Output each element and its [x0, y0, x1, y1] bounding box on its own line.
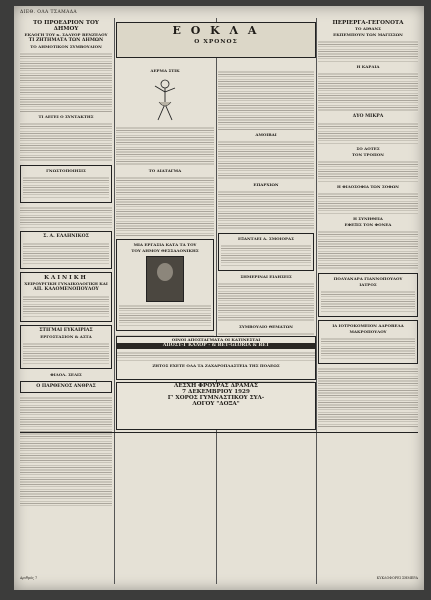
subheading: ΣΗΜΕΡΙΝΑΙ ΕΙΔΗΣΕΙΣ [240, 274, 292, 279]
subheading: ΣΥΜΒΟΥΛΙΟ ΘΕΜΑΤΩΝ [239, 324, 293, 329]
item-body [318, 192, 418, 214]
column-1 [20, 20, 112, 584]
column-divider [216, 18, 217, 584]
ad-body [221, 244, 311, 266]
item-body [318, 122, 418, 144]
item-title: ΤΟ ΑΙΘΑΝΣ [355, 26, 381, 31]
advertisement [20, 165, 112, 203]
section-divider [20, 432, 418, 433]
ad-body [321, 337, 415, 359]
clinic-advertisement [20, 272, 112, 322]
ad-body [23, 176, 109, 198]
article-body [218, 282, 314, 322]
article-body [20, 206, 112, 228]
article-body [20, 52, 112, 112]
page-label: ΔΙΕΘ. ΟΛΑ ΤΣΑΜΑΔΑ [20, 10, 78, 15]
item-title: Η ΣΥΝΗΘΕΙΑ [353, 216, 383, 221]
ad-body [321, 290, 415, 312]
feature-subtitle: ΤΟΥ ΔΗΜΟΥ ΘΕΣΣΑΛΟΝΙΚΗΣ [131, 248, 199, 253]
ad-title: ΓΝΩΣΤΟΠΟΙΗΣΙΣ [46, 168, 86, 173]
item-body [318, 367, 418, 427]
column-2 [116, 68, 214, 584]
footer-right: ΚΥΚΛΟΦΟΡΕΙ ΣΗΜΕΡΑ [376, 576, 418, 580]
advertisement [20, 325, 112, 369]
dance-event-advertisement [116, 382, 316, 430]
ad-line: ΟΙΝΟΙ ΑΠΟΣΤΑΓΜΑΤΑ ΟΙ ΚΑΤΙΝΕΣΤΑΙ [171, 337, 261, 342]
item-title: ΕΦΕΞΙΣ ΤΟΝ ΦΟΝΕΑ [344, 222, 392, 227]
ad-title: ΣΤΙΓΜΑΙ ΕΥΚΑΙΡΙΑΣ [39, 328, 93, 333]
masthead-banner [116, 22, 316, 58]
event-line: ΛΟΓΟΥ "ΔΟΞΑ" [192, 401, 240, 407]
portrait-photo [146, 256, 184, 302]
ad-body [117, 351, 315, 361]
item-title: ΤΟΝ ΤΡΟΠΟΝ [352, 152, 384, 157]
subheading: ΤΟ ΔΗΜΟΤΙΚΟΝ ΣΥΜΒΟΥΛΙΟΝ [30, 44, 102, 49]
subheading: ΑΜΟΙΒΑΙ [255, 132, 277, 137]
advertisement [218, 233, 314, 271]
ad-title: ΚΛΙΝΙΚΗ [44, 275, 88, 281]
serial-title-box [20, 381, 112, 393]
subheading: ΤΙ ΛΕΓΕΙ Ο ΣΥΝΤΑΚΤΗΣ [38, 114, 94, 119]
item-body [318, 72, 418, 112]
column-divider [114, 18, 115, 584]
article-body [218, 140, 314, 180]
item-body [318, 40, 418, 62]
article-body [218, 190, 314, 230]
masthead-logo: Ε Ο Κ Λ Α [172, 24, 260, 37]
advertisement [20, 231, 112, 269]
footer-left: Αριθμός 7 [20, 576, 38, 580]
headline-second: ΕΚΛΟΓΗ ΤΟΥ κ. ΣΑΛΥΟΡ ΒΕΝΖΕΛΟΥ [24, 32, 108, 37]
caption: ΔΕΡΜΑ ΣΤΙΚ [150, 68, 180, 73]
event-date: 7 ΔΕΚΕΜΒΡΙΟΥ 1929 [182, 389, 250, 395]
event-title: ΛΕΣΧΗ ΦΡΟΥΡΑΣ ΔΡΑΜΑΣ [174, 383, 258, 389]
item-title: ΔΥΟ ΜΙΚΡΑ [352, 114, 384, 119]
event-line: Γ' ΧΟΡΟΣ ΓΥΜΝΑΣΤΙΚΟΥ ΣΥΛ- [167, 395, 265, 401]
article-body [116, 126, 214, 166]
ad-title: ΕΞΑΝΤΛΕΙ Α. ΣΜΟΙΟΡΑΣ [238, 236, 294, 241]
ad-doctor: ΑΠ. ΚΑΛΟΜΕΝΟΠΟΥΛΟΥ [33, 287, 99, 292]
column-title: ΠΕΡΙΕΡΓΑ-ΓΕΓΟΝΟΤΑ [332, 20, 404, 26]
article-body [218, 70, 314, 130]
newspaper-page [14, 6, 424, 590]
feature-title: ΜΙΑ ΕΡΓΑΣΙΑ ΚΑΤΑ ΤΑ ΤΟΥ [133, 242, 197, 247]
serial-title: Ο ΠΑΡΘΕΝΟΣ ΑΝΘΡΑΣ [36, 384, 96, 389]
ad-body [23, 295, 109, 317]
serial-label: ΦΙΛΟΛ. ΣΕΛΙΣ [50, 372, 82, 377]
advertisement [318, 320, 418, 364]
masthead-subtitle: Ο ΧΡΟΝΟΣ [194, 39, 238, 45]
ad-subtitle: ΙΑΤΡΟΣ [359, 282, 377, 287]
article-body [116, 176, 214, 236]
item-body [318, 160, 418, 182]
item-title: ΣΟ ΑΟΤΕΣ [356, 146, 380, 151]
column-4 [318, 20, 418, 584]
ad-line: ΖΗΤΟΣ ΕΧΕΤΕ ΟΛΑ ΤΑ ΖΑΧΑΡΟΠΛΑΣΤΕΙΑ ΤΗΣ ΠΟΛΕΩΣ [152, 363, 280, 368]
feature-body [119, 304, 211, 326]
ad-title: ΙΔ ΙΟΤΡΟΚΟΜΕΙΟΝ ΑΔΡΟΒΕΛΑ ΜΑΚΡΟΠΟΥΛΟΥ [332, 323, 404, 334]
serial-body [20, 396, 112, 506]
dancer-illustration [145, 76, 185, 124]
ad-subtitle: ΕΡΓΟΣΤΑΣΙΟΝ & ΑΣΤΑ [40, 334, 92, 339]
section-title: ΤΟ ΔΙΑΤΑΓΜΑ [148, 168, 182, 173]
column-3 [218, 68, 314, 584]
subheading: ΕΠΑΡΧΙΩΝ [253, 182, 279, 187]
ad-title: Σ. Α. ΕΛΛΗΝΙΚΟΣ [43, 234, 89, 239]
headline-third: ΤΙ ΖΗΤΗΜΑΤΑ ΤΩΝ ΔΗΜΩΝ [28, 38, 104, 43]
ad-body [23, 342, 109, 364]
wine-advertisement [116, 336, 316, 380]
article-body [20, 122, 112, 162]
ad-body [23, 242, 109, 264]
advertisement [318, 273, 418, 317]
ad-title: ΠΟΛΥΑΝΔΡΑ ΓΙΑΝΝΟΠΟΥΛΟΥ [333, 276, 403, 281]
feature-box [116, 239, 214, 331]
headline-main: ΤΟ ΠΡΟΕΔΡΙΟΝ ΤΟΥ ΔΗΜΟΥ [33, 20, 99, 32]
page-footer [20, 576, 418, 582]
item-title: ΕΚΠΕΜΠΟΥΝ ΤΩΝ ΜΑΓΙΣΣΩΝ [333, 32, 403, 37]
item-body [318, 230, 418, 270]
item-title: Η ΚΑΡΔΙΑ [356, 64, 380, 69]
ad-subtitle: ΧΕΙΡΟΥΡΓΙΚΗ ΓΥΝΑΙΚΟΛΟΓΙΚΗ ΚΑΙ [24, 281, 108, 286]
ad-line: ΑΠΟΣΤ-Γ ΚΑΛΟΡ - & ΒΕΤ-GLORIA & ΒΕΤ [117, 343, 315, 349]
item-title: Η ΦΙΛΟΣΟΦΙΑ ΤΩΝ ΣΟΦΩΝ [337, 184, 399, 189]
column-divider [316, 18, 317, 584]
